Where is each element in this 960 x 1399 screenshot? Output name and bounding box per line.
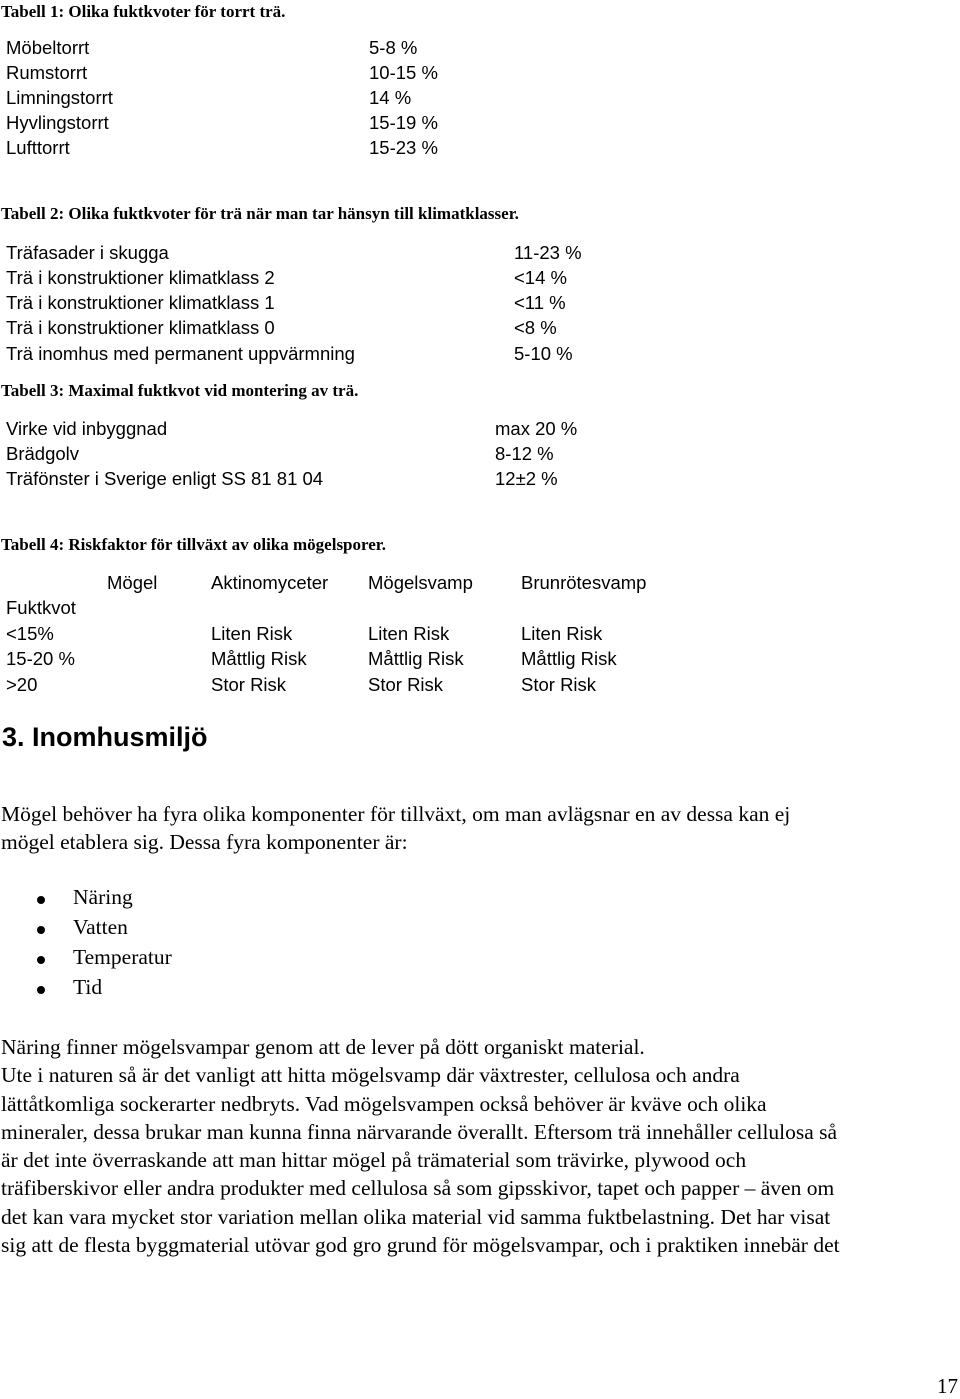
body-paragraph <box>1 1033 840 1259</box>
section-heading: 3. Inomhusmiljö <box>2 722 208 752</box>
row-label: Trä i konstruktioner klimatklass 1 <box>6 292 275 313</box>
table4-caption: Tabell 4: Riskfaktor för tillväxt av olika mögelsporer. <box>1 535 387 554</box>
row-value: 15-23 % <box>369 137 438 158</box>
table2-caption: Tabell 2: Olika fuktkvoter för trä när man tar hänsyn till klimatklasser. <box>1 204 519 223</box>
bullet-icon <box>37 926 45 934</box>
paragraph-line: mineraler, dessa brukar man kunna finna närvarande överallt. Eftersom trä innehåller cellulosa så <box>1 1119 838 1144</box>
list-item-label: Vatten <box>73 915 128 939</box>
row-label: Möbeltorrt <box>6 37 90 58</box>
paragraph-line: Mögel behöver ha fyra olika komponenter för tillväxt, om man avlägsnar en av dessa kan ej <box>1 802 791 826</box>
column-header: Brunrötesvamp <box>521 572 647 593</box>
paragraph-line: det kan vara mycket stor variation mellan olika material vid samma fuktbelastning. Det har visat <box>1 1204 831 1229</box>
paragraph-line: Näring finner mögelsvampar genom att de lever på dött organiskt material. <box>1 1035 645 1059</box>
row-label: Trä inomhus med permanent uppvärmning <box>6 343 355 364</box>
row-header-label: Fuktkvot <box>6 597 76 618</box>
row-label: Trä i konstruktioner klimatklass 0 <box>6 317 275 338</box>
page-number: 17 <box>937 1374 958 1398</box>
row-label: Brädgolv <box>6 443 80 464</box>
table-cell: Liten Risk <box>368 623 450 644</box>
row-label: Rumstorrt <box>6 62 88 83</box>
row-value: <8 % <box>514 317 557 338</box>
column-header: Mögel <box>107 572 158 593</box>
paragraph-line: lättåtkomliga sockerarter nedbryts. Vad mögelsvampen också behöver är kväve och olika <box>1 1091 767 1116</box>
table-cell: Stor Risk <box>211 674 287 695</box>
list-item <box>0 885 300 913</box>
row-label: Träfönster i Sverige enligt SS 81 81 04 <box>6 468 324 489</box>
table3-caption: Tabell 3: Maximal fuktkvot vid montering av trä. <box>1 381 359 400</box>
table-cell: Stor Risk <box>368 674 444 695</box>
row-label: >20 <box>6 674 38 695</box>
list-item <box>0 975 300 1003</box>
paragraph-line: är det inte överraskande att man hittar mögel på trämaterial som trävirke, plywood och <box>1 1148 747 1173</box>
paragraph-line: mögel etablera sig. Dessa fyra komponenter är: <box>1 830 408 855</box>
row-label: Trä i konstruktioner klimatklass 2 <box>6 267 275 288</box>
row-value: 14 % <box>369 87 412 108</box>
table-cell: Liten Risk <box>521 623 603 644</box>
bullet-icon <box>37 956 45 964</box>
bullet-icon <box>37 896 45 904</box>
table-cell: Måttlig Risk <box>211 648 307 669</box>
intro-paragraph <box>1 800 790 857</box>
row-value: 11-23 % <box>514 242 582 263</box>
table-cell: Stor Risk <box>521 674 597 695</box>
row-value: 5-8 % <box>369 37 418 58</box>
row-label: Hyvlingstorrt <box>6 112 109 133</box>
row-value: 15-19 % <box>369 112 438 133</box>
table-cell: Måttlig Risk <box>521 648 617 669</box>
row-value: 10-15 % <box>369 62 438 83</box>
table1-caption: Tabell 1: Olika fuktkvoter för torrt trä. <box>1 2 286 21</box>
row-value: max 20 % <box>495 418 578 439</box>
row-value: <14 % <box>514 267 567 288</box>
row-label: Lufttorrt <box>6 137 70 158</box>
table-cell: Liten Risk <box>211 623 293 644</box>
table-cell: Måttlig Risk <box>368 648 464 669</box>
row-label: 15-20 % <box>6 648 75 669</box>
paragraph-line: sig att de flesta byggmaterial utövar god gro grund för mögelsvampar, och i praktiken innebär det <box>1 1233 840 1258</box>
row-label: Virke vid inbyggnad <box>6 418 168 439</box>
row-value: <11 % <box>514 292 566 313</box>
row-value: 8-12 % <box>495 443 554 464</box>
list-item-label: Näring <box>73 885 133 909</box>
row-label: Limningstorrt <box>6 87 113 108</box>
paragraph-line: träfiberskivor eller andra produkter med cellulosa så som gipsskivor, tapet och papper – även om <box>1 1176 835 1201</box>
list-item-label: Temperatur <box>73 945 172 969</box>
list-item <box>0 915 300 943</box>
bullet-icon <box>37 986 45 994</box>
paragraph-line: Ute i naturen så är det vanligt att hitta mögelsvamp där växtrester, cellulosa och andra <box>1 1063 740 1088</box>
column-header: Aktinomyceter <box>211 572 329 593</box>
row-value: 12±2 % <box>495 468 558 489</box>
row-label: <15% <box>6 623 54 644</box>
list-item-label: Tid <box>73 975 103 999</box>
row-label: Träfasader i skugga <box>6 242 169 263</box>
column-header: Mögelsvamp <box>368 572 473 593</box>
row-value: 5-10 % <box>514 343 573 364</box>
list-item <box>0 945 300 973</box>
